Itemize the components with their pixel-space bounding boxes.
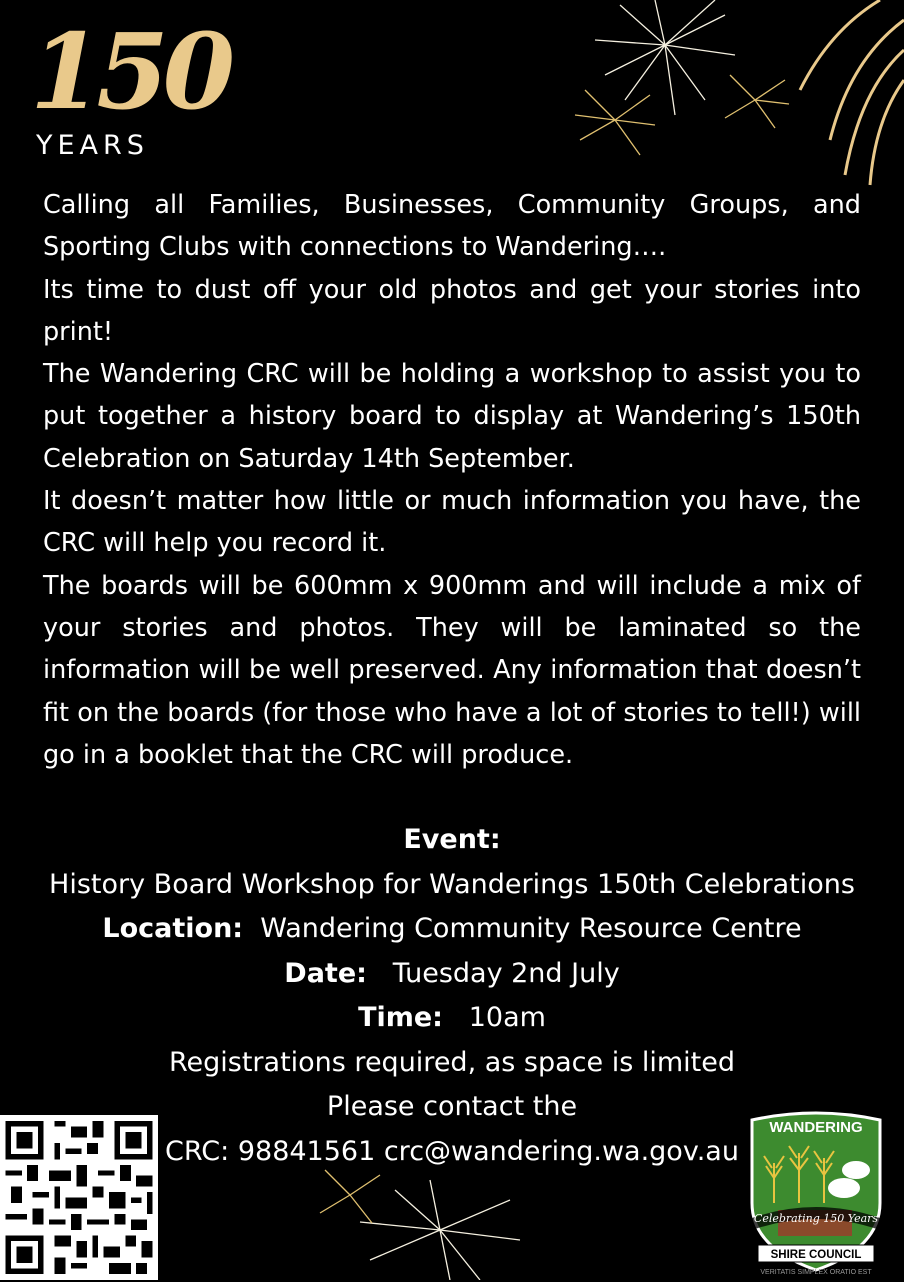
contact-line-1: Please contact the (326, 1091, 578, 1122)
crest-ribbon-text: Celebrating 150 Years (753, 1212, 879, 1225)
invitation-body (43, 184, 861, 776)
event-name: History Board Workshop for Wanderings 150th Celebrations (49, 868, 855, 900)
paragraph-intro: Calling all Families, Businesses, Community Groups, and Sporting Clubs with connections to Wandering…. (43, 190, 861, 263)
shire-council-crest (744, 1108, 888, 1278)
date-value: Tuesday 2nd July (392, 957, 620, 989)
contact-line-2[interactable]: CRC: 98841561 crc@wandering.wa.gov.au (165, 1135, 739, 1167)
time-label: Time: (358, 1002, 443, 1033)
event-time (0, 996, 904, 1041)
crest-motto: VERITATIS SIMPLEX ORATIO EST (760, 1269, 872, 1276)
location-label: Location: (102, 913, 244, 944)
event-heading: Event: (403, 824, 501, 855)
anniversary-logo (30, 10, 230, 166)
paragraph-information: It doesn’t matter how little or much information you have, the CRC will help you record it. (43, 486, 861, 559)
date-label: Date: (284, 957, 367, 989)
fireworks-top-right-decoration (540, 0, 904, 190)
paragraph-workshop: The Wandering CRC will be holding a workshop to assist you to put together a history board to display at Wandering’s 150th Celebration on Saturday 14th September. (43, 359, 861, 474)
paragraph-call-to-action: Its time to dust off your old photos and get your stories into print! (43, 274, 861, 347)
qr-code[interactable] (0, 1115, 158, 1280)
event-location (0, 907, 904, 952)
logo-number: 150 (30, 10, 230, 133)
registration-note: Registrations required, as space is limited (168, 1046, 736, 1078)
time-value: 10am (468, 1002, 546, 1033)
logo-years-word: YEARS (36, 130, 149, 161)
crest-top-text: WANDERING (769, 1119, 863, 1136)
location-value: Wandering Community Resource Centre (260, 913, 802, 944)
event-date (0, 952, 904, 997)
paragraph-boards: The boards will be 600mm x 900mm and will include a mix of your stories and photos. They will be laminated so the information will be well preserved. Any information that doesn’t fit on the boards (for those who have a lot of stories to tell!) will go in a booklet that the CRC will produce. (43, 570, 861, 770)
crest-bottom-text: SHIRE COUNCIL (770, 1249, 862, 1261)
